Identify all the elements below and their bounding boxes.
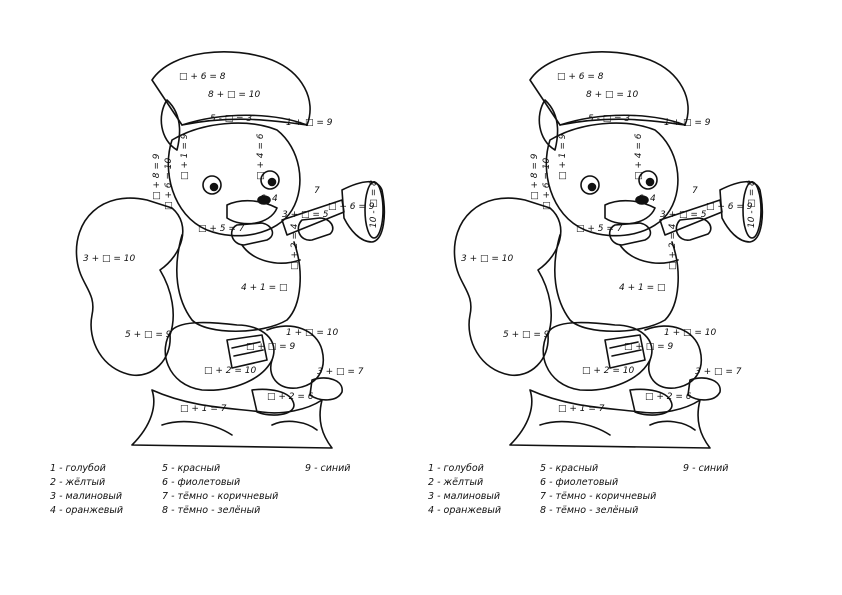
equation-tail-bottom: 5 + □ = 9	[125, 330, 172, 340]
equation-hat-band: 8 + □ = 10	[208, 90, 261, 100]
equation-ear: 5 - □ = 3	[588, 114, 631, 124]
legend-col-1	[50, 462, 123, 518]
equation-arm: □ + 2 = 4	[290, 223, 300, 270]
equation-hand-1: 6	[638, 194, 644, 204]
equation-horn-body: □ + 6 = 9	[328, 202, 375, 212]
equation-thigh: □ + 2 = 10	[204, 366, 257, 376]
legend-item: 7 - тёмно - коричневый	[162, 491, 279, 502]
equation-horn-bell: 10 - □ = 8	[369, 180, 379, 228]
legend-item: 8 - тёмно - зелёный	[162, 505, 261, 516]
equation-foot-right: 3 + □ = 7	[317, 367, 364, 377]
legend-col-3	[305, 462, 350, 476]
legend-item: 2 - жёлтый	[428, 477, 484, 488]
equation-head-side-2: □ + 6 = 10	[542, 157, 552, 210]
equation-thigh: □ + 2 = 10	[582, 366, 635, 376]
equation-foot-left: □ + 2 = 6	[645, 392, 692, 402]
equation-horn-num: 7	[692, 186, 698, 196]
equation-sleeve: 3 + □ = 5	[282, 210, 329, 220]
equation-horn-num: 7	[314, 186, 320, 196]
equation-forehead: □ + 4 = 6	[634, 133, 644, 180]
equation-head-side-1: □ + 8 = 9	[530, 153, 540, 200]
equation-chest: 4 + 1 = □	[241, 283, 288, 293]
equation-head-side-2: □ + 6 = 10	[164, 157, 174, 210]
legend-item: 7 - тёмно - коричневый	[540, 491, 657, 502]
coloring-sheet-right	[410, 30, 790, 560]
legend-item: 2 - жёлтый	[50, 477, 106, 488]
equation-head-side-3: □ + 1 = 9	[558, 133, 568, 180]
legend-item: 9 - синий	[683, 463, 729, 474]
equation-foot-left: □ + 2 = 6	[267, 392, 314, 402]
legend-item: 4 - оранжевый	[428, 505, 502, 516]
equation-hat-top: □ + 6 = 8	[557, 72, 604, 82]
legend-item: 6 - фиолетовый	[162, 477, 241, 488]
color-legend	[50, 462, 410, 532]
equation-tail-bottom: 5 + □ = 9	[503, 330, 550, 340]
legend-item: 6 - фиолетовый	[540, 477, 619, 488]
equation-stump: □ + 1 = 7	[180, 404, 227, 414]
equation-patch: □ + □ = 9	[246, 342, 296, 352]
equation-hat-top: □ + 6 = 8	[179, 72, 226, 82]
equation-foot-right: 3 + □ = 7	[695, 367, 742, 377]
equation-forehead: □ + 4 = 6	[256, 133, 266, 180]
equation-sleeve: 3 + □ = 5	[660, 210, 707, 220]
equation-horn-body: □ + 6 = 9	[706, 202, 753, 212]
legend-item: 3 - малиновый	[428, 491, 501, 502]
legend-item: 3 - малиновый	[50, 491, 123, 502]
equation-tail-top: 3 + □ = 10	[83, 254, 136, 264]
legend-item: 4 - оранжевый	[50, 505, 124, 516]
legend-col-2	[540, 462, 656, 518]
equation-ear: 5 - □ = 3	[210, 114, 253, 124]
equation-head-side-1: □ + 8 = 9	[152, 153, 162, 200]
equation-chest: 4 + 1 = □	[619, 283, 666, 293]
equation-knee: 1 + □ = 10	[286, 328, 339, 338]
equation-cheek-right: 1 + □ = 9	[286, 118, 333, 128]
legend-item: 5 - красный	[162, 463, 221, 474]
legend-col-3	[683, 462, 728, 476]
equation-head-side-3: □ + 1 = 9	[180, 133, 190, 180]
equation-arm: □ + 2 = 4	[668, 223, 678, 270]
legend-item: 1 - голубой	[428, 463, 484, 474]
equation-hand-2: 4	[650, 194, 656, 204]
equation-tail-top: 3 + □ = 10	[461, 254, 514, 264]
equation-stump: □ + 1 = 7	[558, 404, 605, 414]
equation-patch: □ + □ = 9	[624, 342, 674, 352]
legend-item: 1 - голубой	[50, 463, 106, 474]
equation-wrist: □ + 5 = 7	[198, 224, 245, 234]
legend-col-1	[428, 462, 501, 518]
legend-item: 8 - тёмно - зелёный	[540, 505, 639, 516]
equation-hat-band: 8 + □ = 10	[586, 90, 639, 100]
equation-knee: 1 + □ = 10	[664, 328, 717, 338]
equation-horn-bell: 10 - □ = 8	[747, 180, 757, 228]
equation-hand-2: 4	[272, 194, 278, 204]
legend-item: 5 - красный	[540, 463, 599, 474]
legend-item: 9 - синий	[305, 463, 351, 474]
legend-col-2	[162, 462, 278, 518]
coloring-sheet-left	[32, 30, 412, 560]
equation-wrist: □ + 5 = 7	[576, 224, 623, 234]
equation-hand-1: 6	[260, 194, 266, 204]
equation-cheek-right: 1 + □ = 9	[664, 118, 711, 128]
color-legend	[428, 462, 788, 532]
